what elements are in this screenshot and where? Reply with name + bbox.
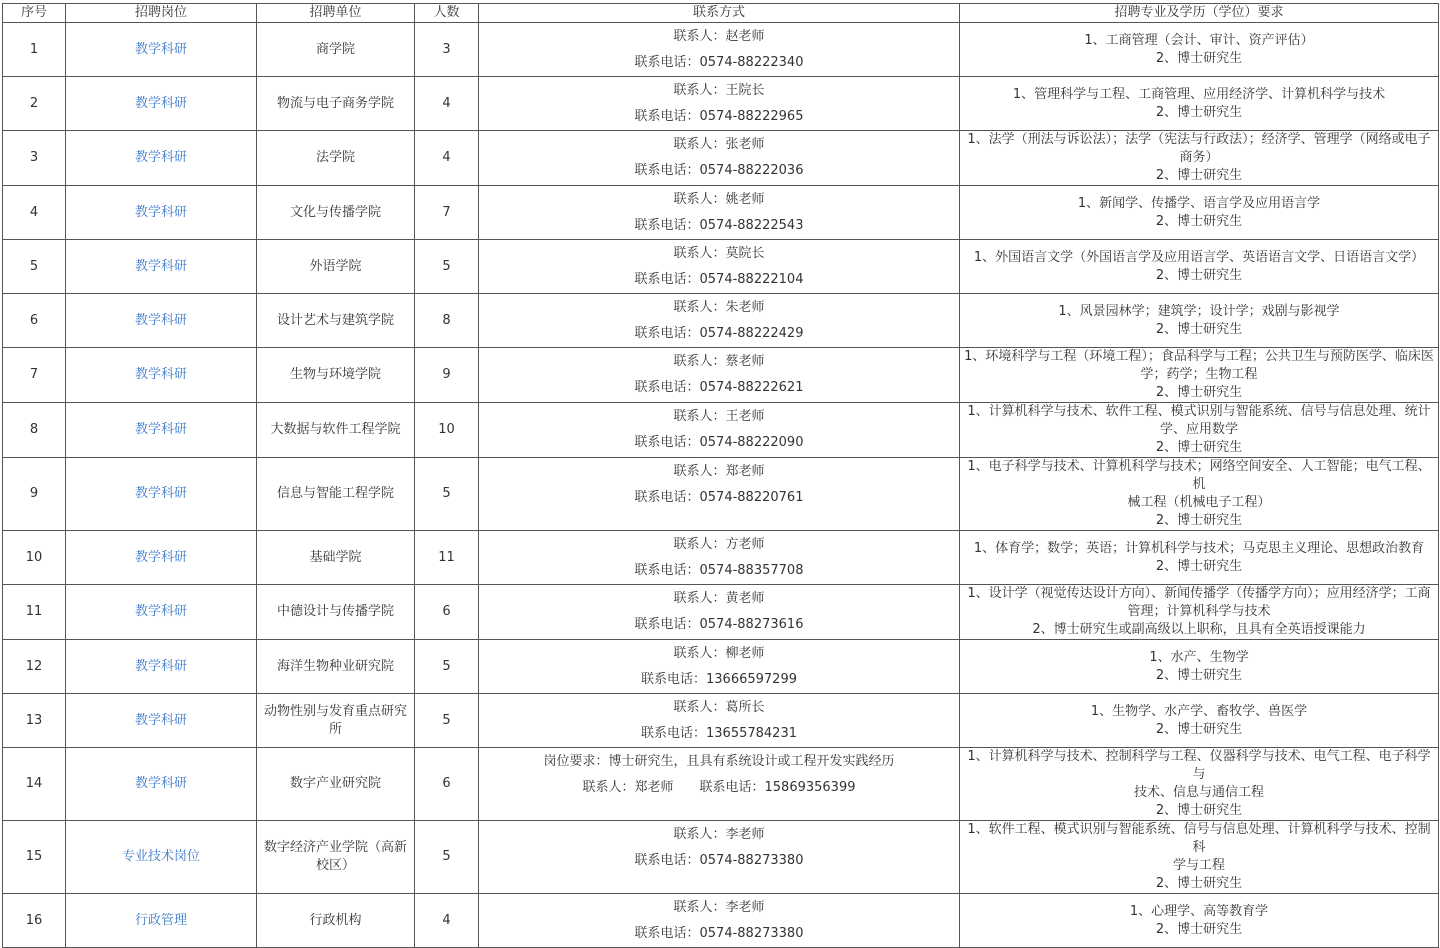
unit-name: 数字产业研究院 (257, 748, 415, 821)
requirements-cell (960, 694, 1439, 748)
contact-cell (479, 748, 960, 821)
position-link[interactable]: 教学科研 (66, 458, 257, 531)
table-row (3, 894, 1439, 948)
requirement-line: 1、风景园林学；建筑学；设计学；戏剧与影视学 (1058, 303, 1340, 319)
requirement-line: 2、博士研究生 (1155, 440, 1243, 455)
contact-line-2: 联系电话：0574-88222036 (634, 163, 804, 178)
requirement-line: 2、博士研究生 (1155, 213, 1243, 229)
contact-line-1: 联系人：蔡老师 (673, 354, 765, 369)
requirement-line: 2、博士研究生 (1155, 321, 1243, 337)
unit-name: 商学院 (257, 23, 415, 77)
row-index: 3 (3, 131, 66, 186)
contact-cell (479, 77, 960, 131)
requirement-line: 学与工程 (1172, 858, 1225, 873)
requirements-cell (960, 585, 1439, 640)
contact-cell (479, 294, 960, 348)
contact-line-2: 联系电话：0574-88222543 (634, 218, 804, 233)
unit-name: 文化与传播学院 (257, 186, 415, 240)
requirement-line: 1、水产、生物学 (1149, 649, 1249, 665)
position-link[interactable]: 教学科研 (66, 23, 257, 77)
table-row (3, 748, 1439, 821)
requirement-line: 1、计算机科学与技术、软件工程、模式识别与智能系统、信号与信息处理、统计 (967, 404, 1431, 419)
position-link[interactable]: 教学科研 (66, 294, 257, 348)
requirement-line: 1、法学（刑法与诉讼法）；法学（宪法与行政法）；经济学、管理学（网络或电子 (967, 132, 1431, 147)
unit-name: 行政机构 (257, 894, 415, 948)
row-index: 8 (3, 403, 66, 458)
requirement-line: 学；药学；生物工程 (1140, 367, 1258, 382)
position-link[interactable]: 行政管理 (66, 894, 257, 948)
headcount: 6 (415, 748, 479, 821)
row-index: 6 (3, 294, 66, 348)
row-index: 16 (3, 894, 66, 948)
contact-cell (479, 585, 960, 640)
requirement-line: 械工程（机械电子工程） (1127, 495, 1271, 510)
headcount: 7 (415, 186, 479, 240)
requirements-cell (960, 748, 1439, 821)
requirements-cell (960, 894, 1439, 948)
row-index: 2 (3, 77, 66, 131)
requirement-line: 1、设计学（视觉传达设计方向）、新闻传播学（传播学方向）；应用经济学；工商 (967, 586, 1431, 601)
header-count: 人数 (415, 4, 479, 23)
requirement-line: 1、外国语言文学（外国语言学及应用语言学、英语语言文学、日语语言文学） (973, 249, 1425, 265)
unit-name: 海洋生物种业研究院 (257, 640, 415, 694)
requirement-line: 2、博士研究生 (1155, 921, 1243, 937)
unit-name: 基础学院 (257, 531, 415, 585)
header-requirements: 招聘专业及学历（学位）要求 (960, 4, 1439, 23)
contact-line-2: 联系电话：0574-88222090 (634, 435, 804, 450)
requirement-line: 2、博士研究生 (1155, 50, 1243, 66)
contact-line-2: 联系电话：0574-88222104 (634, 272, 804, 287)
requirement-line: 1、计算机科学与技术、控制科学与工程、仪器科学与技术、电气工程、电子科学与 (967, 749, 1431, 782)
row-index: 10 (3, 531, 66, 585)
unit-name: 物流与电子商务学院 (257, 77, 415, 131)
row-index: 14 (3, 748, 66, 821)
requirement-line: 1、新闻学、传播学、语言学及应用语言学 (1077, 195, 1321, 211)
requirement-line: 1、环境科学与工程（环境工程）；食品科学与工程；公共卫生与预防医学、临床医 (964, 349, 1434, 364)
row-index: 13 (3, 694, 66, 748)
position-link[interactable]: 教学科研 (66, 131, 257, 186)
contact-cell (479, 348, 960, 403)
requirement-line: 管理；计算机科学与技术 (1127, 604, 1271, 619)
headcount: 4 (415, 131, 479, 186)
contact-line-2: 联系电话：0574-88222340 (634, 55, 804, 70)
requirement-line: 1、心理学、高等教育学 (1129, 903, 1269, 919)
header-unit: 招聘单位 (257, 4, 415, 23)
headcount: 11 (415, 531, 479, 585)
contact-line-2: 联系电话：13666597299 (641, 672, 797, 687)
contact-line-2: 联系电话：0574-88357708 (634, 563, 804, 578)
headcount: 5 (415, 640, 479, 694)
table-header-row (3, 4, 1439, 23)
unit-name: 大数据与软件工程学院 (257, 403, 415, 458)
requirements-cell (960, 458, 1439, 531)
contact-line-1: 联系人：李老师 (673, 827, 765, 842)
row-index: 15 (3, 821, 66, 894)
requirement-line: 2、博士研究生 (1155, 267, 1243, 283)
requirements-cell (960, 640, 1439, 694)
requirement-line: 2、博士研究生 (1155, 667, 1243, 683)
contact-cell (479, 640, 960, 694)
table-row (3, 348, 1439, 403)
headcount: 5 (415, 240, 479, 294)
table-row (3, 77, 1439, 131)
requirements-cell (960, 403, 1439, 458)
position-link[interactable]: 教学科研 (66, 186, 257, 240)
headcount: 5 (415, 821, 479, 894)
contact-line-1: 岗位要求：博士研究生，且具有系统设计或工程开发实践经历 (543, 754, 895, 769)
headcount: 4 (415, 894, 479, 948)
position-link[interactable]: 教学科研 (66, 403, 257, 458)
unit-name: 外语学院 (257, 240, 415, 294)
headcount: 8 (415, 294, 479, 348)
table-row (3, 694, 1439, 748)
requirement-line: 2、博士研究生 (1155, 721, 1243, 737)
contact-cell (479, 131, 960, 186)
unit-name: 动物性别与发育重点研究所 (257, 694, 415, 748)
unit-name: 信息与智能工程学院 (257, 458, 415, 531)
contact-line-1: 联系人：张老师 (673, 137, 765, 152)
contact-line-2: 联系人：郑老师 联系电话：15869356399 (582, 780, 856, 795)
contact-line-2: 联系电话：0574-88273380 (634, 926, 804, 941)
table-row (3, 531, 1439, 585)
row-index: 5 (3, 240, 66, 294)
position-link[interactable]: 教学科研 (66, 77, 257, 131)
requirements-cell (960, 23, 1439, 77)
header-position: 招聘岗位 (66, 4, 257, 23)
contact-line-1: 联系人：王老师 (673, 409, 765, 424)
table-row (3, 585, 1439, 640)
requirement-line: 2、博士研究生 (1155, 558, 1243, 574)
header-contact: 联系方式 (479, 4, 960, 23)
headcount: 3 (415, 23, 479, 77)
requirements-cell (960, 240, 1439, 294)
requirement-line: 1、软件工程、模式识别与智能系统、信号与信息处理、计算机科学与技术、控制科 (967, 822, 1431, 855)
headcount: 5 (415, 694, 479, 748)
requirement-line: 1、电子科学与技术、计算机科学与技术；网络空间安全、人工智能；电气工程、机 (967, 459, 1431, 492)
contact-line-1: 联系人：朱老师 (673, 300, 765, 315)
headcount: 6 (415, 585, 479, 640)
contact-line-1: 联系人：黄老师 (673, 591, 765, 606)
position-link[interactable]: 教学科研 (66, 240, 257, 294)
unit-name: 法学院 (257, 131, 415, 186)
requirements-cell (960, 531, 1439, 585)
table-row (3, 640, 1439, 694)
requirements-cell (960, 131, 1439, 186)
table-row (3, 294, 1439, 348)
headcount: 10 (415, 403, 479, 458)
contact-line-1: 联系人：方老师 (673, 537, 765, 552)
requirements-cell (960, 294, 1439, 348)
contact-line-1: 联系人：姚老师 (673, 192, 765, 207)
contact-line-1: 联系人：王院长 (673, 83, 765, 98)
requirement-line: 2、博士研究生 (1155, 168, 1243, 183)
position-link[interactable]: 教学科研 (66, 694, 257, 748)
position-link[interactable]: 教学科研 (66, 531, 257, 585)
requirements-cell (960, 186, 1439, 240)
contact-cell (479, 531, 960, 585)
contact-cell (479, 186, 960, 240)
position-link[interactable]: 教学科研 (66, 585, 257, 640)
requirement-line: 技术、信息与通信工程 (1133, 785, 1264, 800)
requirement-line: 学、应用数学 (1159, 422, 1238, 437)
requirement-line: 1、生物学、水产学、畜牧学、兽医学 (1090, 703, 1308, 719)
requirement-line: 1、体育学；数学；英语；计算机科学与技术；马克思主义理论、思想政治教育 (973, 540, 1425, 556)
contact-line-1: 联系人：赵老师 (673, 29, 765, 44)
table-row (3, 821, 1439, 894)
position-link[interactable]: 专业技术岗位 (66, 821, 257, 894)
row-index: 7 (3, 348, 66, 403)
contact-line-2: 联系电话：13655784231 (641, 726, 797, 741)
contact-cell (479, 458, 960, 531)
requirement-line: 2、博士研究生 (1155, 104, 1243, 120)
contact-cell (479, 240, 960, 294)
contact-line-2: 联系电话：0574-88222965 (634, 109, 804, 124)
contact-line-1: 联系人：莫院长 (673, 246, 765, 261)
table-row (3, 403, 1439, 458)
table-row (3, 240, 1439, 294)
row-index: 9 (3, 458, 66, 531)
row-index: 11 (3, 585, 66, 640)
requirement-line: 2、博士研究生 (1155, 876, 1243, 891)
contact-line-1: 联系人：柳老师 (673, 646, 765, 661)
contact-line-1: 联系人：李老师 (673, 900, 765, 915)
requirements-cell (960, 821, 1439, 894)
table-row (3, 131, 1439, 186)
contact-cell (479, 403, 960, 458)
row-index: 1 (3, 23, 66, 77)
contact-cell (479, 23, 960, 77)
headcount: 5 (415, 458, 479, 531)
row-index: 4 (3, 186, 66, 240)
contact-line-2: 联系电话：0574-88220761 (634, 490, 804, 505)
requirements-cell (960, 77, 1439, 131)
header-index: 序号 (3, 4, 66, 23)
contact-line-2: 联系电话：0574-88273380 (634, 853, 804, 868)
requirement-line: 2、博士研究生 (1155, 803, 1243, 818)
contact-line-2: 联系电话：0574-88222429 (634, 326, 804, 341)
unit-name: 设计艺术与建筑学院 (257, 294, 415, 348)
requirement-line: 2、博士研究生 (1155, 385, 1243, 400)
recruitment-table (2, 3, 1439, 948)
unit-name: 生物与环境学院 (257, 348, 415, 403)
position-link[interactable]: 教学科研 (66, 748, 257, 821)
contact-cell (479, 694, 960, 748)
position-link[interactable]: 教学科研 (66, 640, 257, 694)
headcount: 4 (415, 77, 479, 131)
table-row (3, 186, 1439, 240)
table-row (3, 458, 1439, 531)
contact-line-2: 联系电话：0574-88222621 (634, 380, 804, 395)
requirements-cell (960, 348, 1439, 403)
headcount: 9 (415, 348, 479, 403)
requirement-line: 2、博士研究生或副高级以上职称，且具有全英语授课能力 (1032, 622, 1366, 637)
contact-line-1: 联系人：郑老师 (673, 464, 765, 479)
table-row (3, 23, 1439, 77)
position-link[interactable]: 教学科研 (66, 348, 257, 403)
requirement-line: 商务） (1179, 150, 1219, 165)
contact-cell (479, 821, 960, 894)
contact-cell (479, 894, 960, 948)
unit-name: 数字经济产业学院（高新校区） (257, 821, 415, 894)
requirement-line: 2、博士研究生 (1155, 513, 1243, 528)
row-index: 12 (3, 640, 66, 694)
requirement-line: 1、工商管理（会计、审计、资产评估） (1084, 32, 1314, 48)
requirement-line: 1、管理科学与工程、工商管理、应用经济学、计算机科学与技术 (1012, 86, 1386, 102)
contact-line-2: 联系电话：0574-88273616 (634, 617, 804, 632)
unit-name: 中德设计与传播学院 (257, 585, 415, 640)
contact-line-1: 联系人：葛所长 (673, 700, 765, 715)
